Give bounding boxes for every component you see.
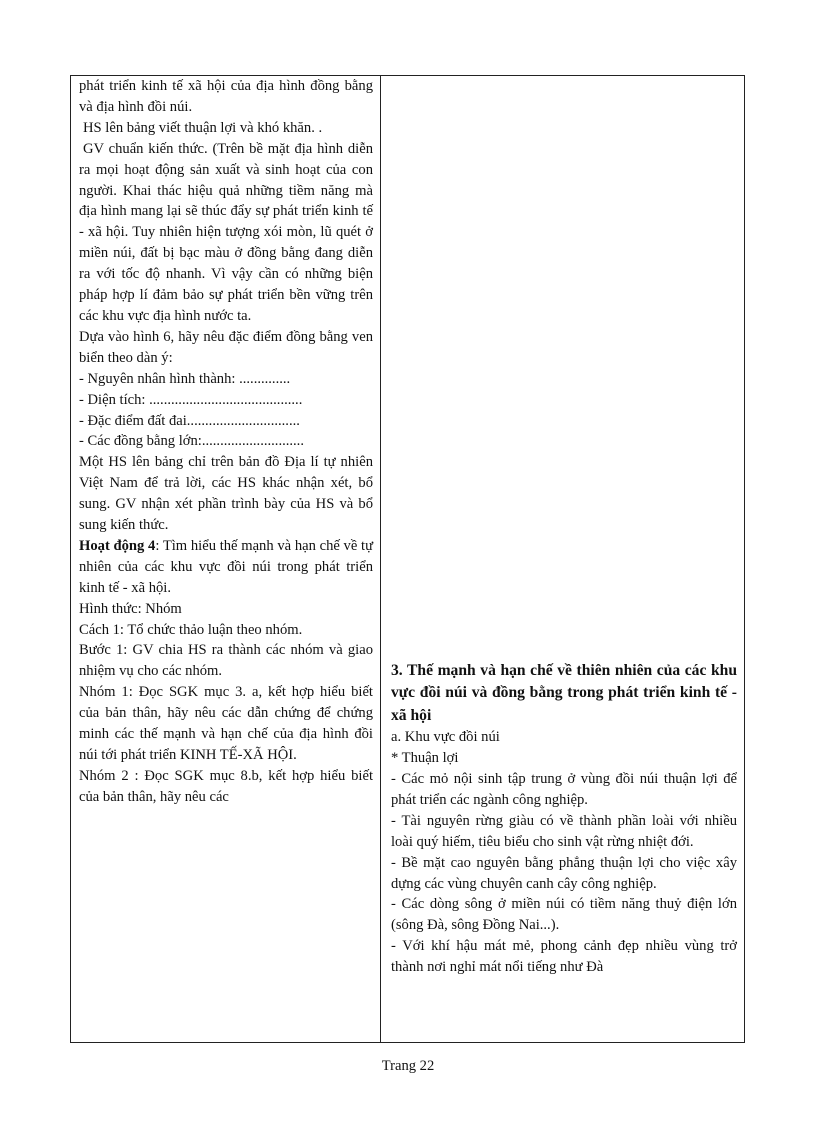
left-paragraph: Dựa vào hình 6, hãy nêu đặc điểm đồng bằng ven biển theo dàn ý: bbox=[79, 328, 373, 366]
activity-4-label: Hoạt động 4 bbox=[79, 537, 156, 554]
page-number: Trang 22 bbox=[381, 1058, 435, 1074]
section-3-block bbox=[391, 660, 737, 978]
knowledge-content-column bbox=[381, 76, 744, 1042]
left-paragraph: Nhóm 1: Đọc SGK mục 3. a, kết hợp hiểu biết của bản thân, hãy nêu các dẫn chứng để chứng minh các thế mạnh và hạn chế của địa hình đồi núi tới phát triển KINH TẾ-XÃ HỘI. bbox=[79, 684, 373, 763]
left-paragraph: Cách 1: Tổ chức thảo luận theo nhóm. bbox=[79, 621, 303, 638]
left-paragraph: Một HS lên bảng chỉ trên bản đồ Địa lí tự nhiên Việt Nam để trả lời, các HS khác nhận xét, bổ sung. GV nhận xét phần trình bày của HS và bổ sung kiến thức. bbox=[79, 454, 373, 534]
right-bullet: - Các mỏ nội sinh tập trung ở vùng đồi núi thuận lợi để phát triển các ngành công nghiệp. bbox=[391, 771, 737, 808]
activity-4-text: : Tìm hiểu thế mạnh và hạn chế về tự nhiên của các khu vực đồi núi trong phát triển kinh tế - xã hội. bbox=[79, 537, 373, 596]
outline-item: - Các đồng bằng lớn:............................ bbox=[79, 433, 304, 450]
section-heading: 3. Thế mạnh và hạn chế về thiên nhiên của các khu vực đồi núi và đồng bằng trong phát triển kinh tế - xã hội bbox=[391, 662, 737, 724]
left-paragraph: GV chuẩn kiến thức. (Trên bề mặt địa hình diễn ra mọi hoạt động sản xuất và sinh hoạt của con người. Khai thác hiệu quả những tiềm năng mà địa hình mang lại sẽ thúc đẩy sự phát triển kinh tế - xã hội. Tuy nhiên hiện tượng xói mòn, lũ quét ở miền núi, đất bị bạc màu ở đồng bằng đang diễn ra với tốc độ nhanh. Vì vậy cần có những biện pháp hợp lí đảm bảo sự phát triển bền vững trên các khu vực địa hình nước ta. bbox=[79, 140, 373, 324]
content-table bbox=[70, 75, 745, 1043]
right-bullet: - Với khí hậu mát mẻ, phong cảnh đẹp nhiều vùng trở thành nơi nghỉ mát nổi tiếng như Đà bbox=[391, 938, 737, 976]
left-paragraph: Bước 1: GV chia HS ra thành các nhóm và giao nhiệm vụ cho các nhóm. bbox=[79, 642, 373, 680]
left-paragraph: Hình thức: Nhóm bbox=[79, 600, 182, 617]
outline-item: - Nguyên nhân hình thành: .............. bbox=[79, 370, 291, 387]
teacher-student-activity-column bbox=[71, 76, 381, 1042]
activity-4-paragraph bbox=[79, 536, 373, 599]
advantage-label: * Thuận lợi bbox=[391, 750, 459, 767]
outline-item: - Diện tích: .......................................... bbox=[79, 391, 303, 408]
outline-item: - Đặc điểm đất đai............................... bbox=[79, 412, 300, 429]
left-paragraph: Nhóm 2 : Đọc SGK mục 8.b, kết hợp hiểu biết của bản thân, hãy nêu các bbox=[79, 767, 373, 805]
right-bullet: - Các dòng sông ở miền núi có tiềm năng thuỷ điện lớn (sông Đà, sông Đồng Nai...). bbox=[391, 896, 737, 934]
subsection-title: a. Khu vực đồi núi bbox=[391, 729, 500, 746]
left-paragraph: HS lên bảng viết thuận lợi và khó khăn. . bbox=[83, 119, 323, 136]
right-bullet: - Tài nguyên rừng giàu có về thành phần loài với nhiều loài quý hiếm, tiêu biểu cho sinh vật rừng nhiệt đới. bbox=[391, 812, 737, 850]
right-bullet: - Bề mặt cao nguyên bằng phẳng thuận lợi cho việc xây dựng các vùng chuyên canh cây công nghiệp. bbox=[391, 854, 737, 892]
left-paragraph: phát triển kinh tế xã hội của địa hình đồng bằng và địa hình đồi núi. bbox=[79, 78, 373, 115]
